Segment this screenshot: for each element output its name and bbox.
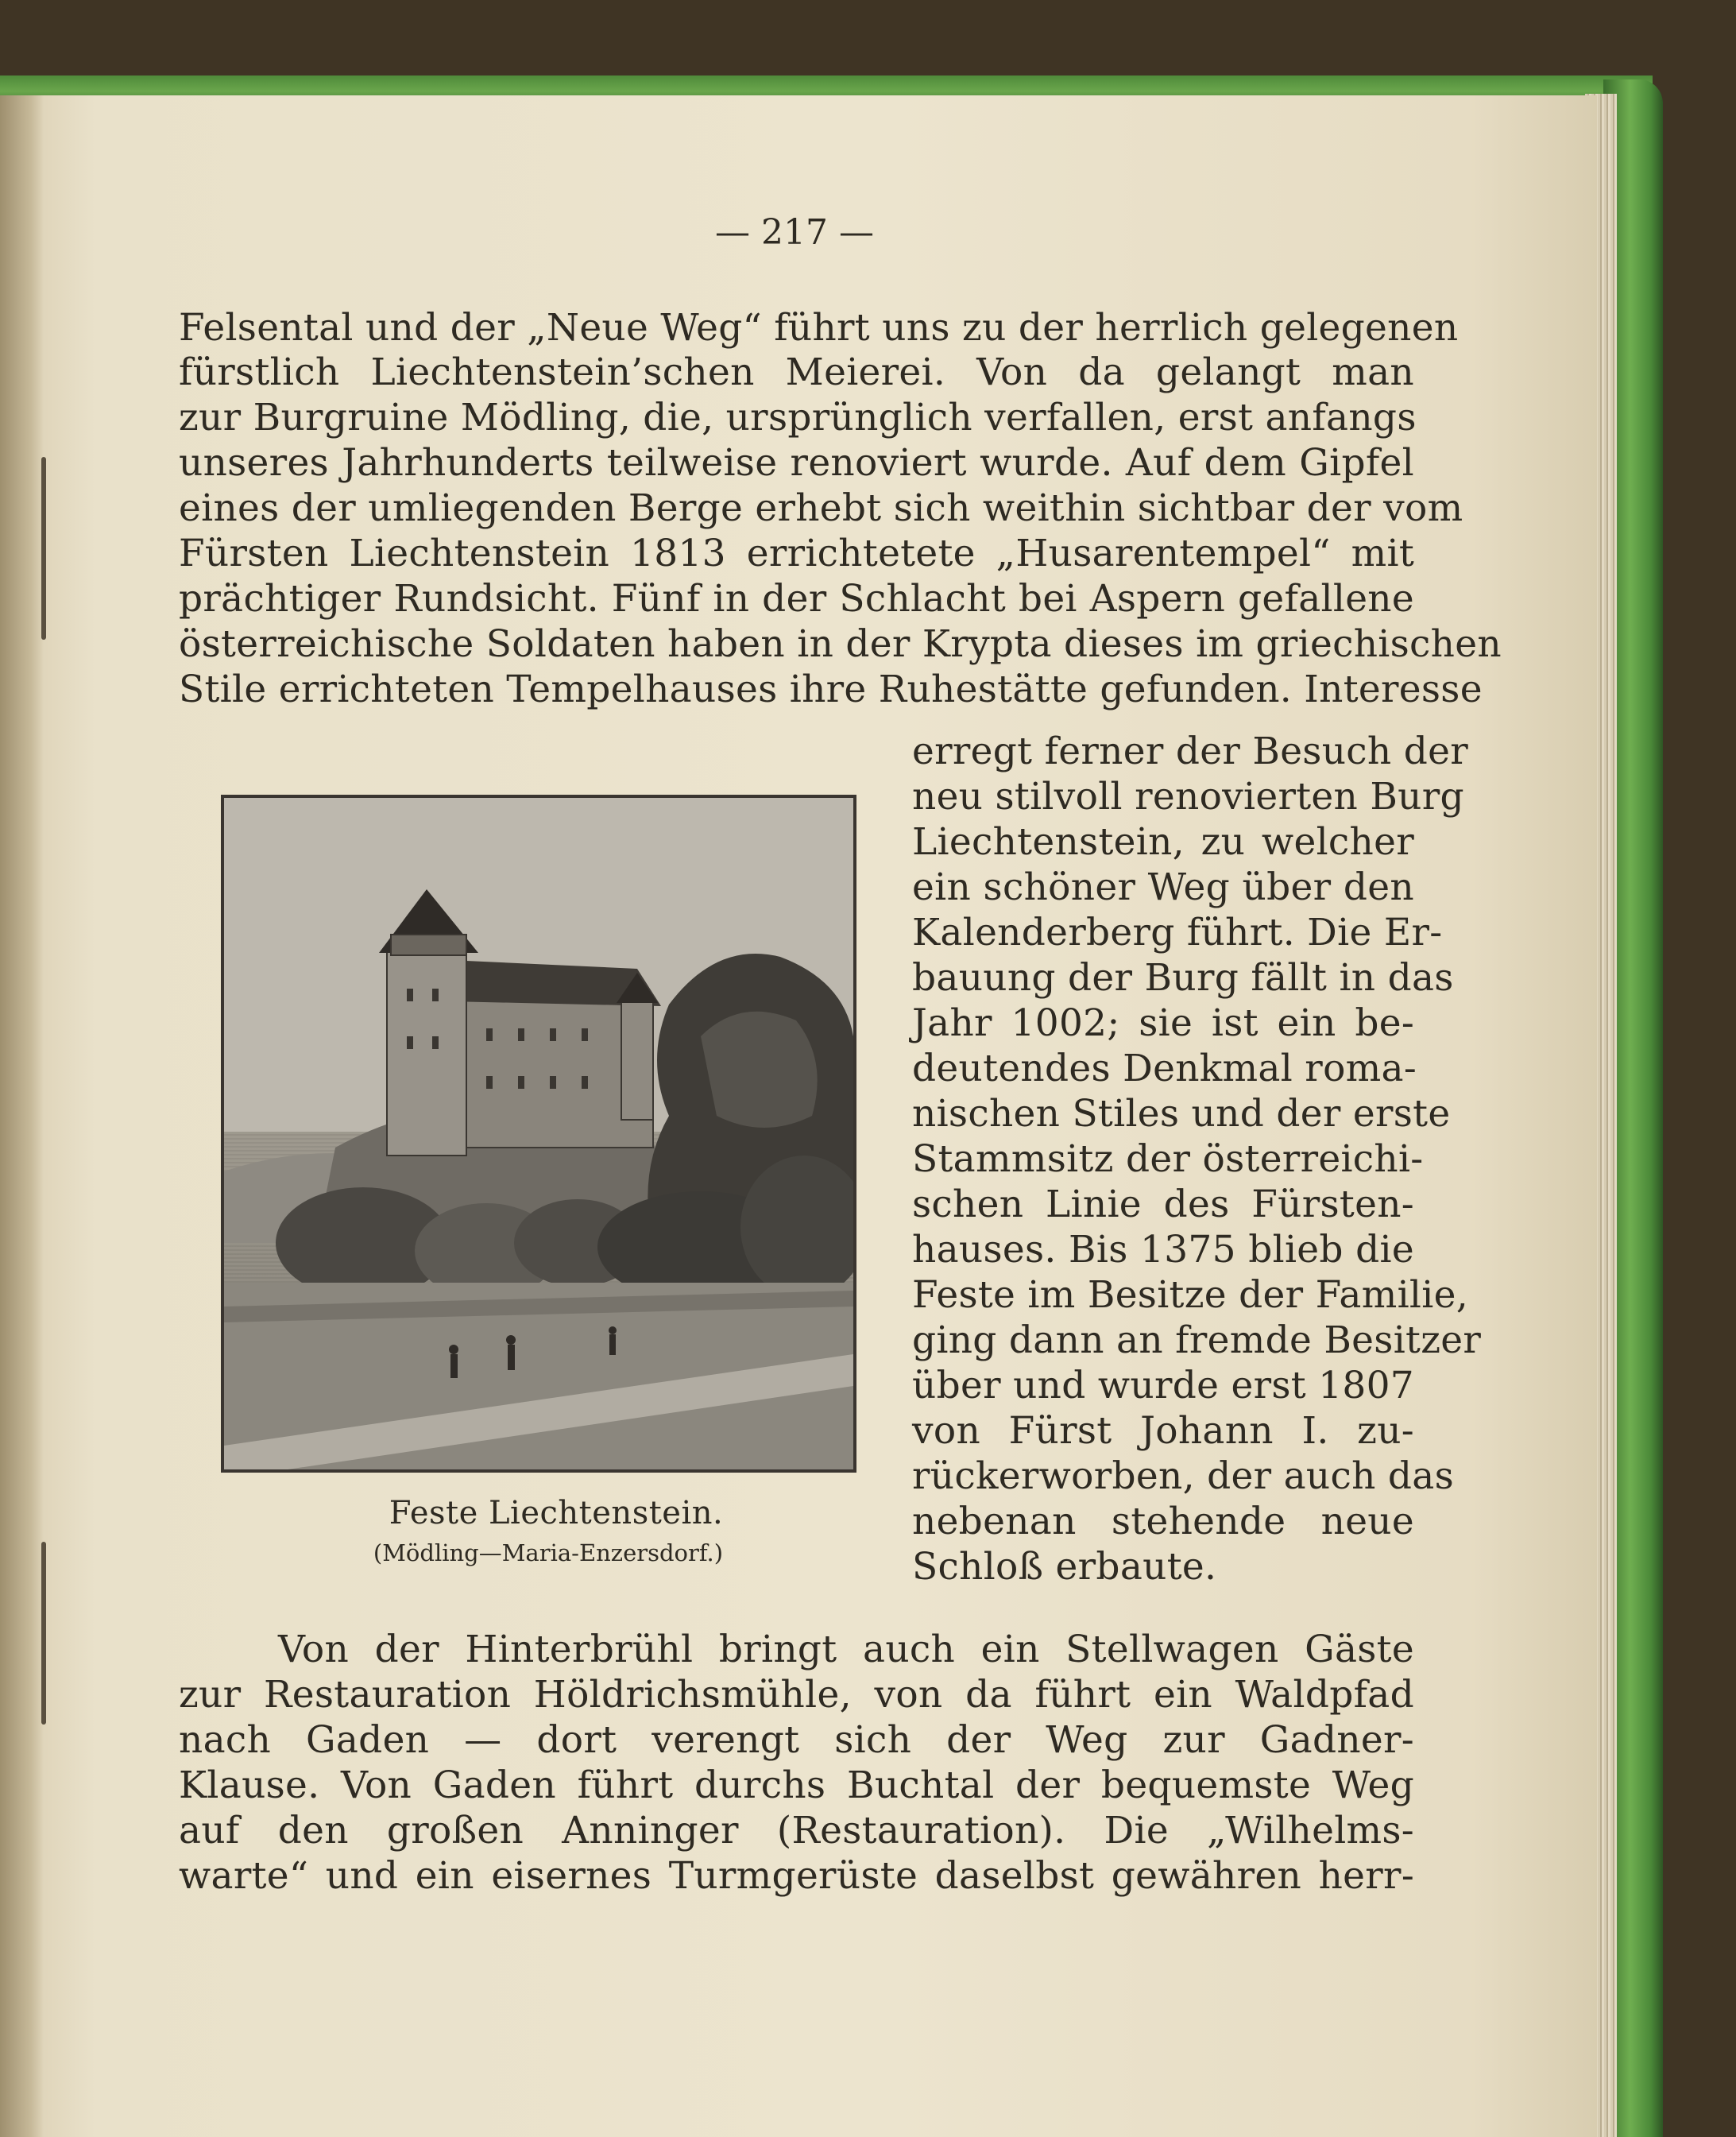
figure-subcaption: (Mödling—Maria-Enzersdorf.) [373,1539,724,1566]
text-line: Stile errichteten Tempelhauses ihre Ruhestätte gefunden. Interesse [179,668,1483,711]
text-line: Fürsten Liechtenstein 1813 errichtetete „Husarentempel“ mit [179,532,1414,575]
text-line: Feste im Besitze der Familie, [912,1273,1468,1317]
text-line: hauses. Bis 1375 blieb die [912,1228,1414,1272]
text-line: erregt ferner der Besuch der [912,730,1468,773]
text-line: nebenan stehende neue [912,1500,1414,1543]
text-line: Stammsitz der österreichi- [912,1137,1424,1181]
text-line: rückerworben, der auch das [912,1454,1455,1498]
text-line: Kalenderberg führt. Die Er- [912,911,1443,954]
text-line: Jahr 1002; sie ist ein be- [912,1001,1414,1045]
text-line: Klause. Von Gaden führt durchs Buchtal der bequemste Weg [179,1763,1414,1807]
text-line: ein schöner Weg über den [912,865,1414,909]
text-line: ging dann an fremde Besitzer [912,1318,1482,1362]
text-line: zur Restauration Höldrichsmühle, von da führt ein Waldpfad [179,1673,1414,1717]
text-line: unseres Jahrhunderts teilweise renoviert wurde. Auf dem Gipfel [179,441,1414,485]
binding-stitch [41,1542,46,1725]
text-line: Felsental und der „Neue Weg“ führt uns zu der herrlich gelegenen [179,306,1459,350]
page-gutter [0,95,44,2137]
text-line: österreichische Soldaten haben in der Krypta dieses im griechischen [179,622,1502,666]
text-line: über und wurde erst 1807 [912,1364,1414,1407]
text-line: nach Gaden — dort verengt sich der Weg zur Gadner- [179,1718,1414,1762]
text-line: auf den großen Anninger (Restauration). Die „Wilhelms- [179,1809,1414,1852]
page-number: — 217 — [715,212,874,253]
text-line: bauung der Burg fällt in das [912,956,1454,1000]
text-line: von Fürst Johann I. zu- [912,1409,1414,1453]
text-line: deutendes Denkmal roma- [912,1047,1417,1090]
text-line: Von der Hinterbrühl bringt auch ein Stellwagen Gäste [278,1628,1414,1671]
text-line: warte“ und ein eisernes Turmgerüste daselbst gewähren herr- [179,1854,1414,1898]
text-line: prächtiger Rundsicht. Fünf in der Schlacht bei Aspern gefallene [179,577,1414,621]
text-line: Schloß erbaute. [912,1545,1217,1589]
castle-drawing [224,798,853,1469]
text-line: schen Linie des Fürsten- [912,1183,1414,1226]
text-line: zur Burgruine Mödling, die, ursprünglich verfallen, erst anfangs [179,396,1417,439]
figure-caption: Feste Liechtenstein. [389,1495,724,1531]
binding-stitch [41,457,46,640]
text-line: nischen Stiles und der erste [912,1092,1451,1136]
text-line: neu stilvoll renovierten Burg [912,775,1464,819]
text-line: eines der umliegenden Berge erhebt sich weithin sichtbar der vom [179,486,1463,530]
castle-illustration [221,795,856,1473]
text-line: fürstlich Liechtenstein’schen Meierei. Von da gelangt man [179,350,1414,394]
text-line: Liechtenstein, zu welcher [912,820,1414,864]
